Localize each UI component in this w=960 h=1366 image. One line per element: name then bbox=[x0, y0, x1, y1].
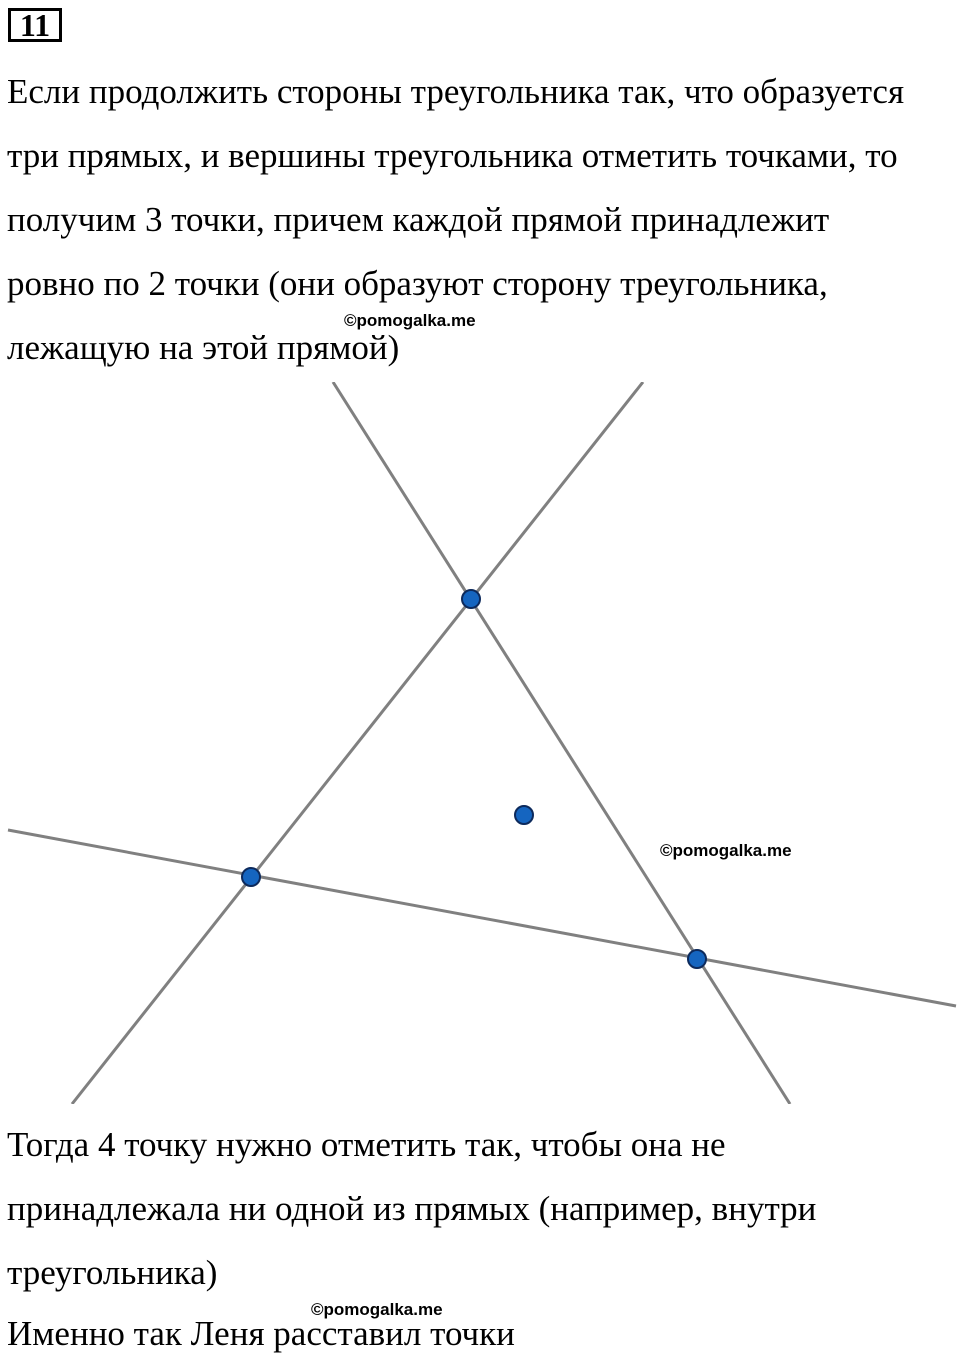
final-line: Именно так Леня расставил точки bbox=[7, 1314, 515, 1353]
conclusion-line: принадлежала ни одной из прямых (например, внутри bbox=[7, 1189, 817, 1228]
intro-line: Если продолжить стороны треугольника так, что образуется bbox=[7, 72, 905, 111]
conclusion-paragraph bbox=[7, 1113, 816, 1305]
intro-line: три прямых, и вершины треугольника отметить точками, то bbox=[7, 136, 898, 175]
intro-line: получим 3 точки, причем каждой прямой принадлежит bbox=[7, 200, 830, 239]
intro-line: ровно по 2 точки (они образуют сторону треугольника, bbox=[7, 264, 828, 303]
watermark: ©pomogalka.me bbox=[311, 1300, 443, 1319]
vertex-top-point bbox=[462, 590, 480, 608]
line-right-side bbox=[333, 382, 790, 1104]
vertex-right-point bbox=[688, 950, 706, 968]
vertex-left-point bbox=[242, 868, 260, 886]
problem-number: 11 bbox=[8, 8, 62, 42]
conclusion-line: треугольника) bbox=[7, 1253, 218, 1292]
intro-paragraph bbox=[7, 60, 904, 380]
watermark: ©pomogalka.me bbox=[344, 311, 476, 330]
watermark: ©pomogalka.me bbox=[660, 841, 792, 860]
inner-point bbox=[515, 806, 533, 824]
line-left-side bbox=[72, 382, 643, 1104]
conclusion-line: Тогда 4 точку нужно отметить так, чтобы она не bbox=[7, 1125, 726, 1164]
intro-line: лежащую на этой прямой) bbox=[7, 328, 400, 367]
line-base bbox=[8, 830, 956, 1006]
triangle-figure bbox=[0, 382, 960, 1104]
